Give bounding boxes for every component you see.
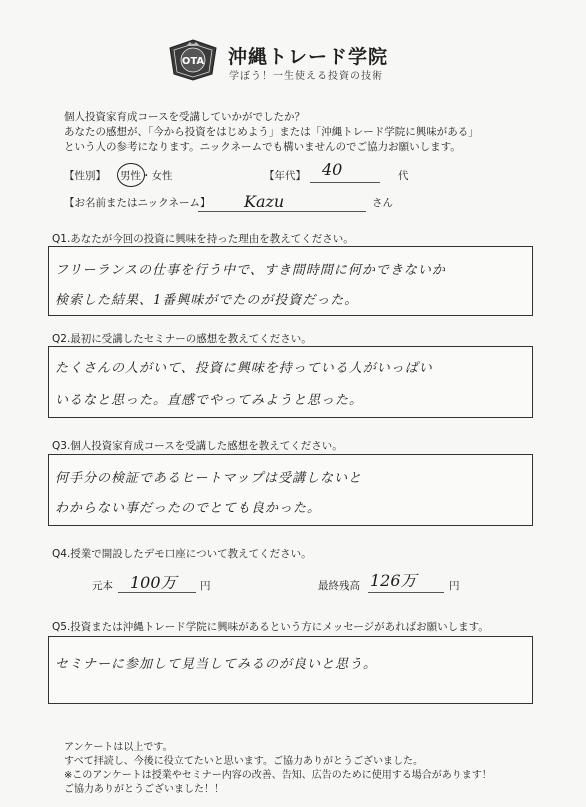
name-suffix: さん [372,197,393,209]
final-balance-underline [368,592,444,593]
closing-line: すべて拝読し、今後に役立てたいと思います。ご協力ありがとうございました。 [64,756,423,767]
school-emblem-logo [166,38,220,82]
school-name: 沖縄トレード学院 [228,46,389,68]
intro-line: あなたの感想が、「今から投資をはじめよう」または「沖縄トレード学院に興味がある」 [64,126,479,138]
question-2-answer-box[interactable] [48,346,533,418]
principal-unit: 円 [200,580,211,592]
answer-line: たくさんの人がいて、投資に興味を持っている人がいっぱい [55,361,433,376]
question-1-answer-box[interactable] [48,246,533,316]
question-2-label: Q2.最初に受講したセミナーの感想を教えてください。 [52,333,312,345]
answer-line: 何手分の検証であるヒートマップは受講しないと [55,471,362,486]
final-balance-unit: 円 [449,580,460,592]
answer-line: セミナーに参加して見当してみるのが良いと思う。 [55,657,378,672]
closing-line: ご協力ありがとうございました！！ [64,784,224,795]
closing-text [64,741,492,797]
principal-value[interactable]: 100万 [130,573,177,592]
intro-line: という人の参考になります。ニックネームでも構いませんのでご協力お願いします。 [64,141,461,153]
age-value[interactable]: 40 [322,160,343,179]
closing-line: アンケートは以上です。 [64,742,173,753]
name-value[interactable]: Kazu [244,192,285,211]
answer-line: 検索した結果、1番興味がでたのが投資だった。 [55,293,359,308]
final-balance-value[interactable]: 126万 [370,571,417,590]
answer-line: フリーランスの仕事を行う中で、すき間時間に何かできないか [55,263,446,278]
question-1-label: Q1.あなたが今回の投資に興味を持った理由を教えてください。 [52,233,354,245]
principal-label: 元本 [92,580,113,592]
intro-line: 個人投資家育成コースを受講していかがでしたか？ [64,111,305,123]
name-label: 【お名前またはニックネーム】 [64,197,211,209]
age-suffix: 代 [398,170,409,182]
question-5-answer-box[interactable] [48,636,533,704]
question-3-label: Q3.個人投資家育成コースを受講した感想を教えてください。 [52,440,343,452]
gender-options[interactable]: 男性・女性 [120,170,173,182]
school-tagline: 学ぼう！一生使える投資の技術 [229,71,383,82]
closing-line: ※このアンケートは授業やセミナー内容の改善、告知、広告のために使用する場合があります！ [64,770,492,781]
final-balance-label: 最終残高 [318,580,360,592]
question-4-label: Q4.授業で開設したデモ口座について教えてください。 [52,548,312,560]
answer-line: わからない事だったのでとても良かった。 [55,501,322,516]
logo-text: OTA [181,56,205,67]
intro-text [64,110,479,155]
gender-label: 【性別】 [64,170,106,182]
answer-line: いるなと思った。直感でやってみようと思った。 [55,393,364,408]
question-5-label: Q5.投資または沖縄トレード学院に興味があるという方にメッセージがあればお願いします。 [52,621,489,633]
name-underline [198,211,366,212]
question-3-answer-box[interactable] [48,454,533,526]
age-underline [310,182,380,183]
age-label: 【年代】 [264,170,306,182]
